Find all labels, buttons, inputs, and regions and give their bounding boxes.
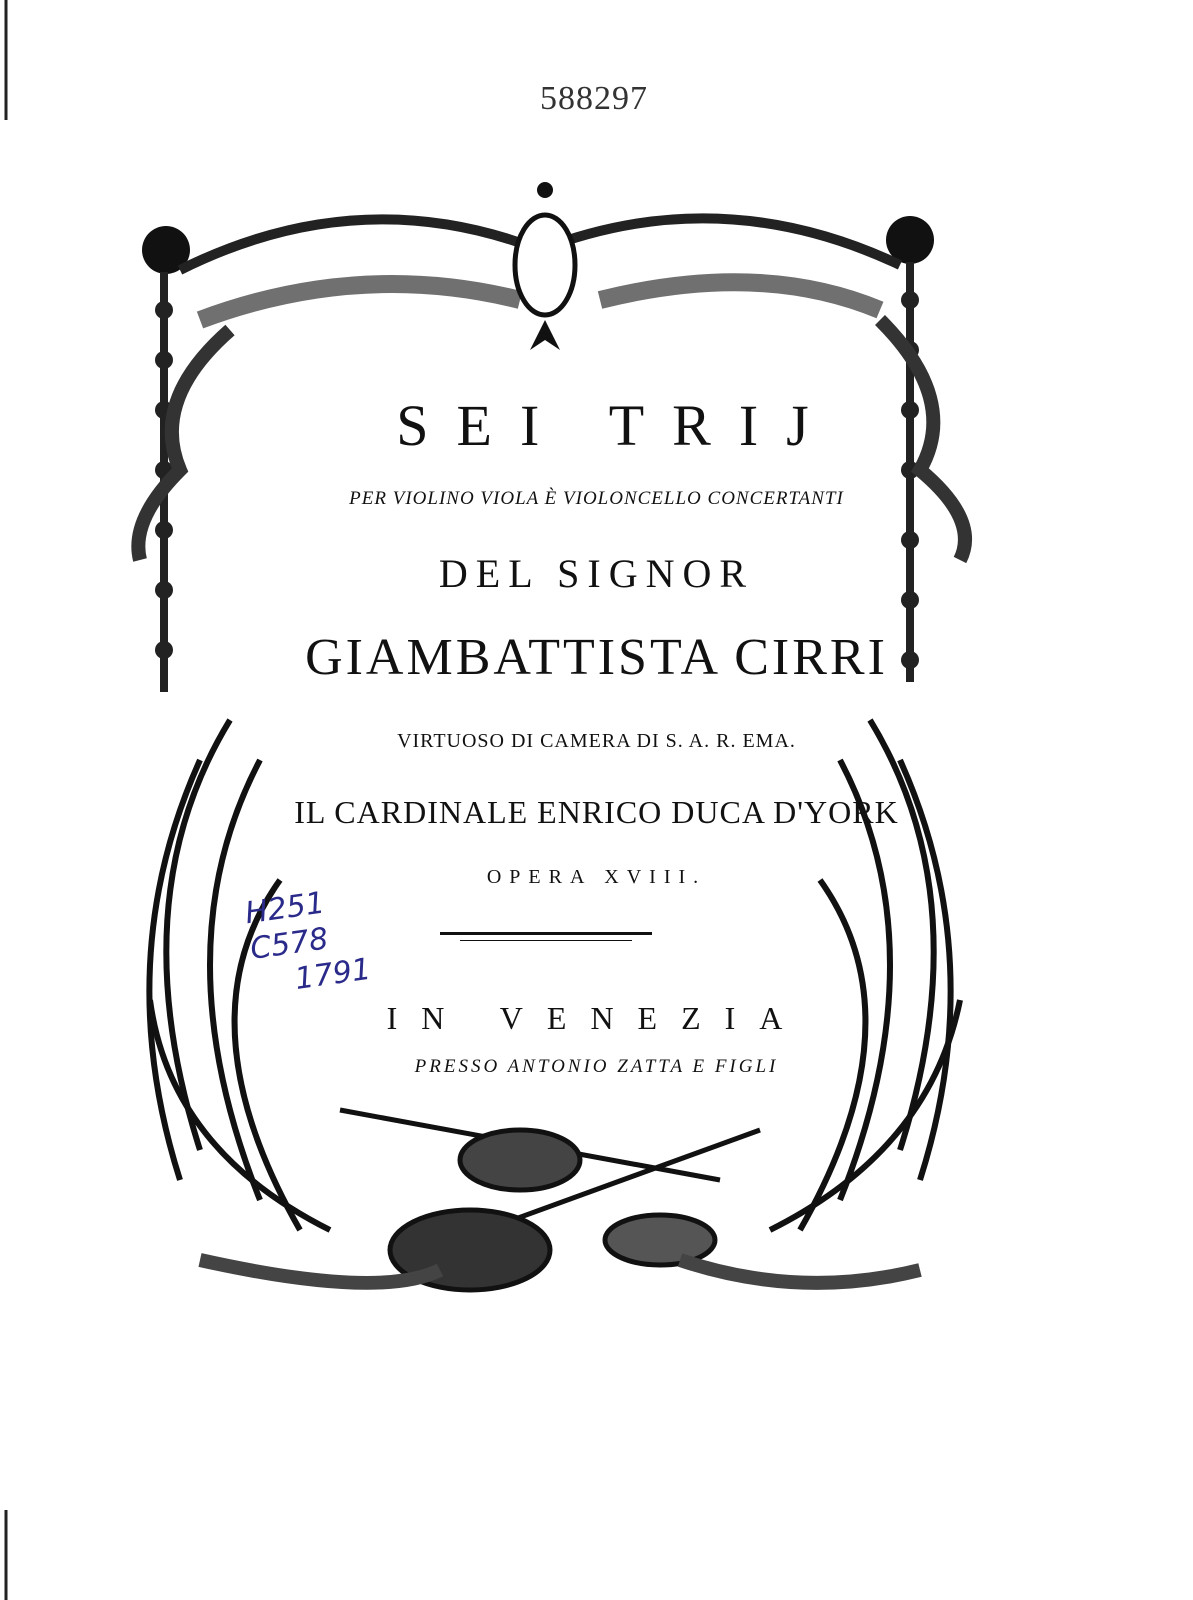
divider-line: [440, 932, 652, 935]
shelfmark-line: H251: [243, 885, 327, 932]
subtitle-instruments: PER VIOLINO VIOLA È VIOLONCELLO CONCERTANTI: [349, 488, 844, 509]
shelfmark-line: C578: [248, 921, 331, 967]
place-of-publication: IN VENEZIA: [386, 1000, 807, 1036]
bottom-ribbon: [200, 1260, 920, 1283]
publisher: PRESSO ANTONIO ZATTA E FIGLI: [414, 1056, 779, 1077]
handwritten-shelfmark: [243, 880, 373, 1003]
divider-line: [460, 940, 632, 941]
del-signor: DEL SIGNOR: [438, 551, 755, 596]
opus-number: OPERA XVIII.: [486, 866, 707, 888]
library-serial-number: 588297: [540, 80, 648, 117]
central-cartouche: [515, 215, 575, 315]
virtuoso-line: VIRTUOSO DI CAMERA DI S. A. R. EMA.: [397, 730, 796, 752]
composer-name: GIAMBATTISTA CIRRI: [305, 629, 888, 686]
title: SEI TRIJ: [396, 393, 837, 458]
shelfmark-line: 1791: [292, 951, 374, 998]
cardinale-line: IL CARDINALE ENRICO DUCA D'YORK: [294, 794, 899, 830]
